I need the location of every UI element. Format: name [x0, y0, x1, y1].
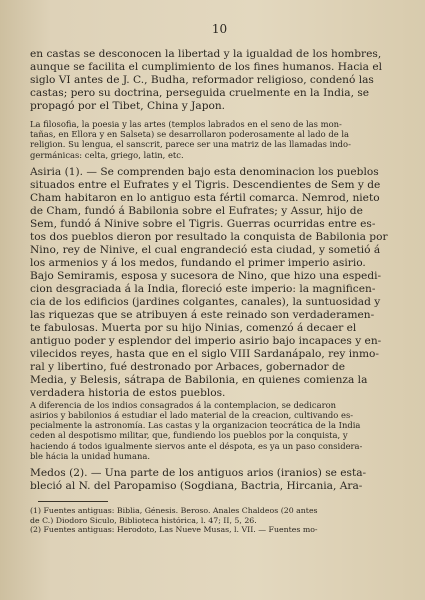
text-line: bleció al N. del Paropamiso (Sogdiana, Bactria, Hircania, Ara-: [30, 480, 363, 493]
footnote-line: (1) Fuentes antiguas: Biblia, Génesis. Beroso. Anales Chaldeos (20 antes: [30, 506, 318, 516]
text-line: de Cham, fundó á Babilonia sobre el Eufrates; y Assur, hijo de: [30, 204, 363, 217]
text-line: Medos (2). — Una parte de los antiguos arios (iranios) se esta-: [30, 467, 367, 480]
text-line: las riquezas que se atribuyen á este reinado son verdaderamen-: [30, 308, 375, 321]
intro-paragraph: [30, 48, 409, 113]
text-line: Cham habitaron en lo antiguo esta fértil comarca. Nemrod, nieto: [30, 191, 380, 204]
text-line: propagó por el Tibet, China y Japon.: [30, 100, 226, 112]
note-line: pecialmente la astronomía. Las castas y la organizacion teocrática de la India: [30, 420, 361, 431]
note-line: religion. Su lengua, el sanscrit, parece ser una matriz de las llamadas indo-: [30, 139, 351, 150]
note-line: asirios y babilonios á estudiar el lado material de la creacion, cultivando es-: [30, 410, 354, 421]
text-line: aunque se facilita el cumplimiento de los fines humanos. Hacia el: [30, 61, 383, 73]
footnote-line: (2) Fuentes antiguas: Herodoto, Las Nueve Musas, l. VII. — Fuentes mo-: [30, 525, 318, 535]
text-line: situados entre el Eufrates y el Tigris. Descendientes de Sem y de: [30, 178, 381, 191]
footnotes: [30, 506, 409, 535]
page-number: 10: [211, 22, 228, 36]
note-line: tañas, en Ellora y en Salseta) se desarrollaron poderosamente al lado de la: [30, 129, 349, 140]
text-line: Sem, fundó á Ninive sobre el Tigris. Guerras ocurridas entre es-: [30, 217, 376, 230]
footnote-line: de C.) Diodoro Siculo, Biblioteca histórica, l. 47; II, 5, 26.: [30, 515, 257, 525]
note-line: La filosofia, la poesia y las artes (templos labrados en el seno de las mon-: [30, 119, 342, 129]
note-india: [30, 119, 409, 160]
text-line: cion desgraciada á la India, floreció este imperio: la magnificen-: [30, 282, 376, 295]
text-line: vilecidos reyes, hasta que en el siglo VIII Sardanápalo, rey inmo-: [30, 347, 379, 360]
note-line: ble hácia la unidad humana.: [30, 450, 151, 461]
medos-paragraph: [30, 467, 409, 493]
text-line: Media, y Belesis, sátrapa de Babilonia, en quienes comienza la: [30, 373, 368, 386]
text-line: cia de los edificios (jardines colgantes, canales), la suntuosidad y: [30, 295, 381, 308]
text-line: castas; pero su doctrina, perseguida cruelmente en la India, se: [30, 87, 370, 99]
text-line: los armenios y á los medos, fundando el primer imperio asirio.: [30, 256, 366, 269]
note-line: germánicas: celta, griego, latin, etc.: [30, 149, 184, 160]
asiria-paragraph: [30, 166, 409, 400]
note-line: A diferencia de los indios consagrados á la contemplacion, se dedicaron: [30, 399, 337, 410]
text-line: verdadera historia de estos pueblos.: [30, 386, 226, 399]
text-line: antiguo poder y esplendor del imperio asirio bajo incapaces y en-: [30, 334, 382, 347]
text-line: te fabulosas. Muerta por su hijo Ninias, comenzó á decaer el: [30, 321, 357, 334]
text-line: en castas se desconocen la libertad y la igualdad de los hombres,: [30, 48, 382, 60]
text-line: Asiria (1). — Se comprenden bajo esta denominacion los pueblos: [30, 165, 379, 178]
note-line: ceden al despotismo militar, que, fundiendo los pueblos por la conquista, y: [30, 430, 348, 441]
text-line: Nino, rey de Ninive, el cual engrandeció esta ciudad, y sometió á: [30, 243, 381, 256]
text-line: siglo VI antes de J. C., Budha, reformador religioso, condenó las: [30, 74, 374, 86]
note-asiria: [30, 400, 409, 461]
note-line: haciendo á todos igualmente siervos ante el déspota, es ya un paso considera-: [30, 440, 363, 451]
text-line: ral y libertino, fué destronado por Arbaces, gobernador de: [30, 360, 346, 373]
text-line: tos dos pueblos dieron por resultado la conquista de Babilonia por: [30, 230, 388, 243]
text-line: Bajo Semiramis, esposa y sucesora de Nino, que hizo una espedi-: [30, 269, 382, 282]
footnote-divider: [38, 501, 108, 502]
